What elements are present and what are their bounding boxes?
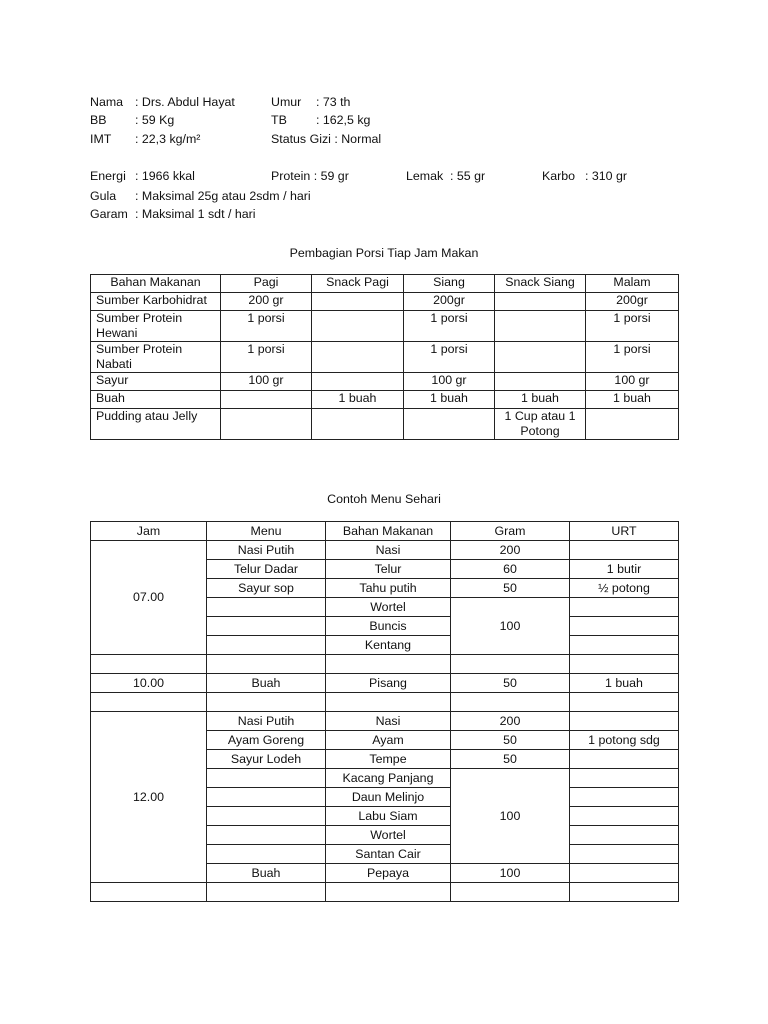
table-cell: 1 porsi bbox=[221, 342, 312, 373]
table-cell: Nasi bbox=[326, 712, 451, 731]
table-row bbox=[91, 342, 679, 373]
table-cell: Sayur Lodeh bbox=[207, 750, 326, 769]
table-cell: Buah bbox=[207, 674, 326, 693]
table-cell: 1 porsi bbox=[404, 342, 495, 373]
table-row bbox=[91, 674, 679, 693]
table-cell: Pudding atau Jelly bbox=[91, 409, 221, 440]
table-cell: 1 buah bbox=[586, 391, 679, 409]
nama-value: : Drs. Abdul Hayat bbox=[135, 95, 235, 109]
tb-label: TB bbox=[271, 113, 287, 127]
table-cell bbox=[495, 342, 586, 373]
table-cell bbox=[207, 655, 326, 674]
table-cell bbox=[570, 864, 679, 883]
protein-value: Protein : 59 gr bbox=[271, 169, 349, 183]
table-cell: 100 bbox=[451, 864, 570, 883]
header-cell: Pagi bbox=[221, 275, 312, 293]
portion-header-row bbox=[91, 275, 679, 293]
table-cell: 200gr bbox=[586, 293, 679, 311]
imt-label: IMT bbox=[90, 132, 112, 146]
header-cell: URT bbox=[570, 522, 679, 541]
table-cell: Buncis bbox=[326, 617, 451, 636]
table-cell bbox=[495, 311, 586, 342]
table-cell bbox=[91, 883, 207, 902]
table-cell bbox=[207, 636, 326, 655]
table-cell bbox=[570, 883, 679, 902]
table-cell: 1 butir bbox=[570, 560, 679, 579]
table-cell: 1 buah bbox=[495, 391, 586, 409]
bb-label: BB bbox=[90, 113, 107, 127]
table-cell: Telur Dadar bbox=[207, 560, 326, 579]
table-cell: 1 porsi bbox=[404, 311, 495, 342]
table-cell: 50 bbox=[451, 750, 570, 769]
table-cell bbox=[91, 693, 207, 712]
table-cell bbox=[570, 541, 679, 560]
header-cell: Bahan Makanan bbox=[326, 522, 451, 541]
table-cell: Buah bbox=[91, 391, 221, 409]
table-cell: Telur bbox=[326, 560, 451, 579]
gula-label: Gula bbox=[90, 189, 117, 203]
table-cell bbox=[221, 391, 312, 409]
table-cell: Nasi bbox=[326, 541, 451, 560]
table-cell: Nasi Putih bbox=[207, 541, 326, 560]
table-cell bbox=[570, 826, 679, 845]
jam-cell: 07.00 bbox=[91, 541, 207, 655]
karbo-label: Karbo bbox=[542, 169, 576, 183]
table-cell: Sayur sop bbox=[207, 579, 326, 598]
table-cell: Ayam bbox=[326, 731, 451, 750]
energi-value: : 1966 kkal bbox=[135, 169, 195, 183]
table-cell: 1 buah bbox=[312, 391, 404, 409]
table-cell: 60 bbox=[451, 560, 570, 579]
table-cell: 1 porsi bbox=[586, 342, 679, 373]
table-cell bbox=[570, 845, 679, 864]
table-cell: 1 buah bbox=[570, 674, 679, 693]
table-cell bbox=[312, 409, 404, 440]
header-cell: Snack Pagi bbox=[312, 275, 404, 293]
table-cell bbox=[221, 409, 312, 440]
table-cell: Tempe bbox=[326, 750, 451, 769]
nama-label: Nama bbox=[90, 95, 124, 109]
table-cell: 100 gr bbox=[404, 373, 495, 391]
tb-value: : 162,5 kg bbox=[316, 113, 371, 127]
jam-cell: 10.00 bbox=[91, 674, 207, 693]
table-cell: Daun Melinjo bbox=[326, 788, 451, 807]
portion-table-title: Pembagian Porsi Tiap Jam Makan bbox=[289, 246, 479, 260]
table-cell bbox=[495, 293, 586, 311]
table-cell bbox=[91, 655, 207, 674]
umur-label: Umur bbox=[271, 95, 302, 109]
table-cell bbox=[586, 409, 679, 440]
table-cell bbox=[451, 655, 570, 674]
table-row bbox=[91, 391, 679, 409]
table-cell: 100 gr bbox=[221, 373, 312, 391]
table-cell: Labu Siam bbox=[326, 807, 451, 826]
menu-table-title: Contoh Menu Sehari bbox=[327, 492, 441, 506]
table-cell: Wortel bbox=[326, 598, 451, 617]
table-row bbox=[91, 373, 679, 391]
table-cell bbox=[326, 883, 451, 902]
table-cell: 200gr bbox=[404, 293, 495, 311]
table-cell bbox=[495, 373, 586, 391]
table-cell bbox=[570, 712, 679, 731]
gram-cell: 100 bbox=[451, 769, 570, 864]
table-cell: Nasi Putih bbox=[207, 712, 326, 731]
table-cell bbox=[207, 883, 326, 902]
table-cell: 1 Cup atau 1 Potong bbox=[495, 409, 586, 440]
table-cell bbox=[570, 655, 679, 674]
table-cell bbox=[326, 693, 451, 712]
table-cell: Ayam Goreng bbox=[207, 731, 326, 750]
table-row bbox=[91, 693, 679, 712]
jam-cell: 12.00 bbox=[91, 712, 207, 883]
table-cell bbox=[207, 598, 326, 617]
table-cell bbox=[312, 293, 404, 311]
karbo-value: : 310 gr bbox=[585, 169, 628, 183]
table-row bbox=[91, 541, 679, 560]
garam-value: : Maksimal 1 sdt / hari bbox=[135, 207, 256, 221]
table-cell bbox=[312, 311, 404, 342]
table-cell bbox=[312, 373, 404, 391]
garam-label: Garam bbox=[90, 207, 128, 221]
table-cell: 200 bbox=[451, 712, 570, 731]
umur-value: : 73 th bbox=[316, 95, 351, 109]
table-cell bbox=[570, 598, 679, 617]
table-cell bbox=[207, 826, 326, 845]
table-cell: Kentang bbox=[326, 636, 451, 655]
table-cell: Kacang Panjang bbox=[326, 769, 451, 788]
table-cell bbox=[570, 693, 679, 712]
gula-value: : Maksimal 25g atau 2sdm / hari bbox=[135, 189, 311, 203]
menu-header-row bbox=[91, 522, 679, 541]
table-cell: 1 buah bbox=[404, 391, 495, 409]
lemak-value: : 55 gr bbox=[450, 169, 486, 183]
header-cell: Siang bbox=[404, 275, 495, 293]
table-cell bbox=[570, 636, 679, 655]
header-cell: Bahan Makanan bbox=[91, 275, 221, 293]
table-row bbox=[91, 409, 679, 440]
table-cell: 200 bbox=[451, 541, 570, 560]
table-cell: 1 porsi bbox=[586, 311, 679, 342]
table-cell bbox=[207, 617, 326, 636]
header-cell: Jam bbox=[91, 522, 207, 541]
header-cell: Snack Siang bbox=[495, 275, 586, 293]
table-cell bbox=[312, 342, 404, 373]
table-row bbox=[91, 311, 679, 342]
imt-value: : 22,3 kg/m² bbox=[135, 132, 201, 146]
table-cell: 1 potong sdg bbox=[570, 731, 679, 750]
table-cell: Pisang bbox=[326, 674, 451, 693]
table-cell bbox=[207, 693, 326, 712]
table-cell bbox=[451, 693, 570, 712]
table-cell: 100 gr bbox=[586, 373, 679, 391]
table-cell bbox=[207, 788, 326, 807]
header-cell: Menu bbox=[207, 522, 326, 541]
table-cell: Pepaya bbox=[326, 864, 451, 883]
table-cell bbox=[570, 807, 679, 826]
table-row bbox=[91, 883, 679, 902]
table-cell: Sumber Protein Hewani bbox=[91, 311, 221, 342]
table-cell bbox=[570, 769, 679, 788]
table-row bbox=[91, 293, 679, 311]
table-cell bbox=[570, 788, 679, 807]
table-row bbox=[91, 712, 679, 731]
table-cell: Wortel bbox=[326, 826, 451, 845]
header-cell: Malam bbox=[586, 275, 679, 293]
table-cell bbox=[451, 883, 570, 902]
table-cell: 50 bbox=[451, 731, 570, 750]
table-cell: Buah bbox=[207, 864, 326, 883]
table-cell: Tahu putih bbox=[326, 579, 451, 598]
table-cell bbox=[570, 750, 679, 769]
status-gizi: Status Gizi : Normal bbox=[271, 132, 382, 146]
table-cell bbox=[207, 845, 326, 864]
table-cell bbox=[207, 807, 326, 826]
table-cell: 200 gr bbox=[221, 293, 312, 311]
table-row bbox=[91, 655, 679, 674]
header-cell: Gram bbox=[451, 522, 570, 541]
table-cell bbox=[404, 409, 495, 440]
table-cell: Santan Cair bbox=[326, 845, 451, 864]
table-cell bbox=[570, 617, 679, 636]
table-cell bbox=[326, 655, 451, 674]
menu-table bbox=[90, 521, 679, 902]
table-cell: Sayur bbox=[91, 373, 221, 391]
gram-cell: 100 bbox=[451, 598, 570, 655]
table-cell: 50 bbox=[451, 579, 570, 598]
energi-label: Energi bbox=[90, 169, 126, 183]
bb-value: : 59 Kg bbox=[135, 113, 175, 127]
table-cell: Sumber Karbohidrat bbox=[91, 293, 221, 311]
table-cell: 50 bbox=[451, 674, 570, 693]
table-cell: Sumber Protein Nabati bbox=[91, 342, 221, 373]
lemak-label: Lemak bbox=[406, 169, 444, 183]
portion-table bbox=[90, 274, 679, 440]
table-cell: 1 porsi bbox=[221, 311, 312, 342]
table-cell: ½ potong bbox=[570, 579, 679, 598]
table-cell bbox=[207, 769, 326, 788]
